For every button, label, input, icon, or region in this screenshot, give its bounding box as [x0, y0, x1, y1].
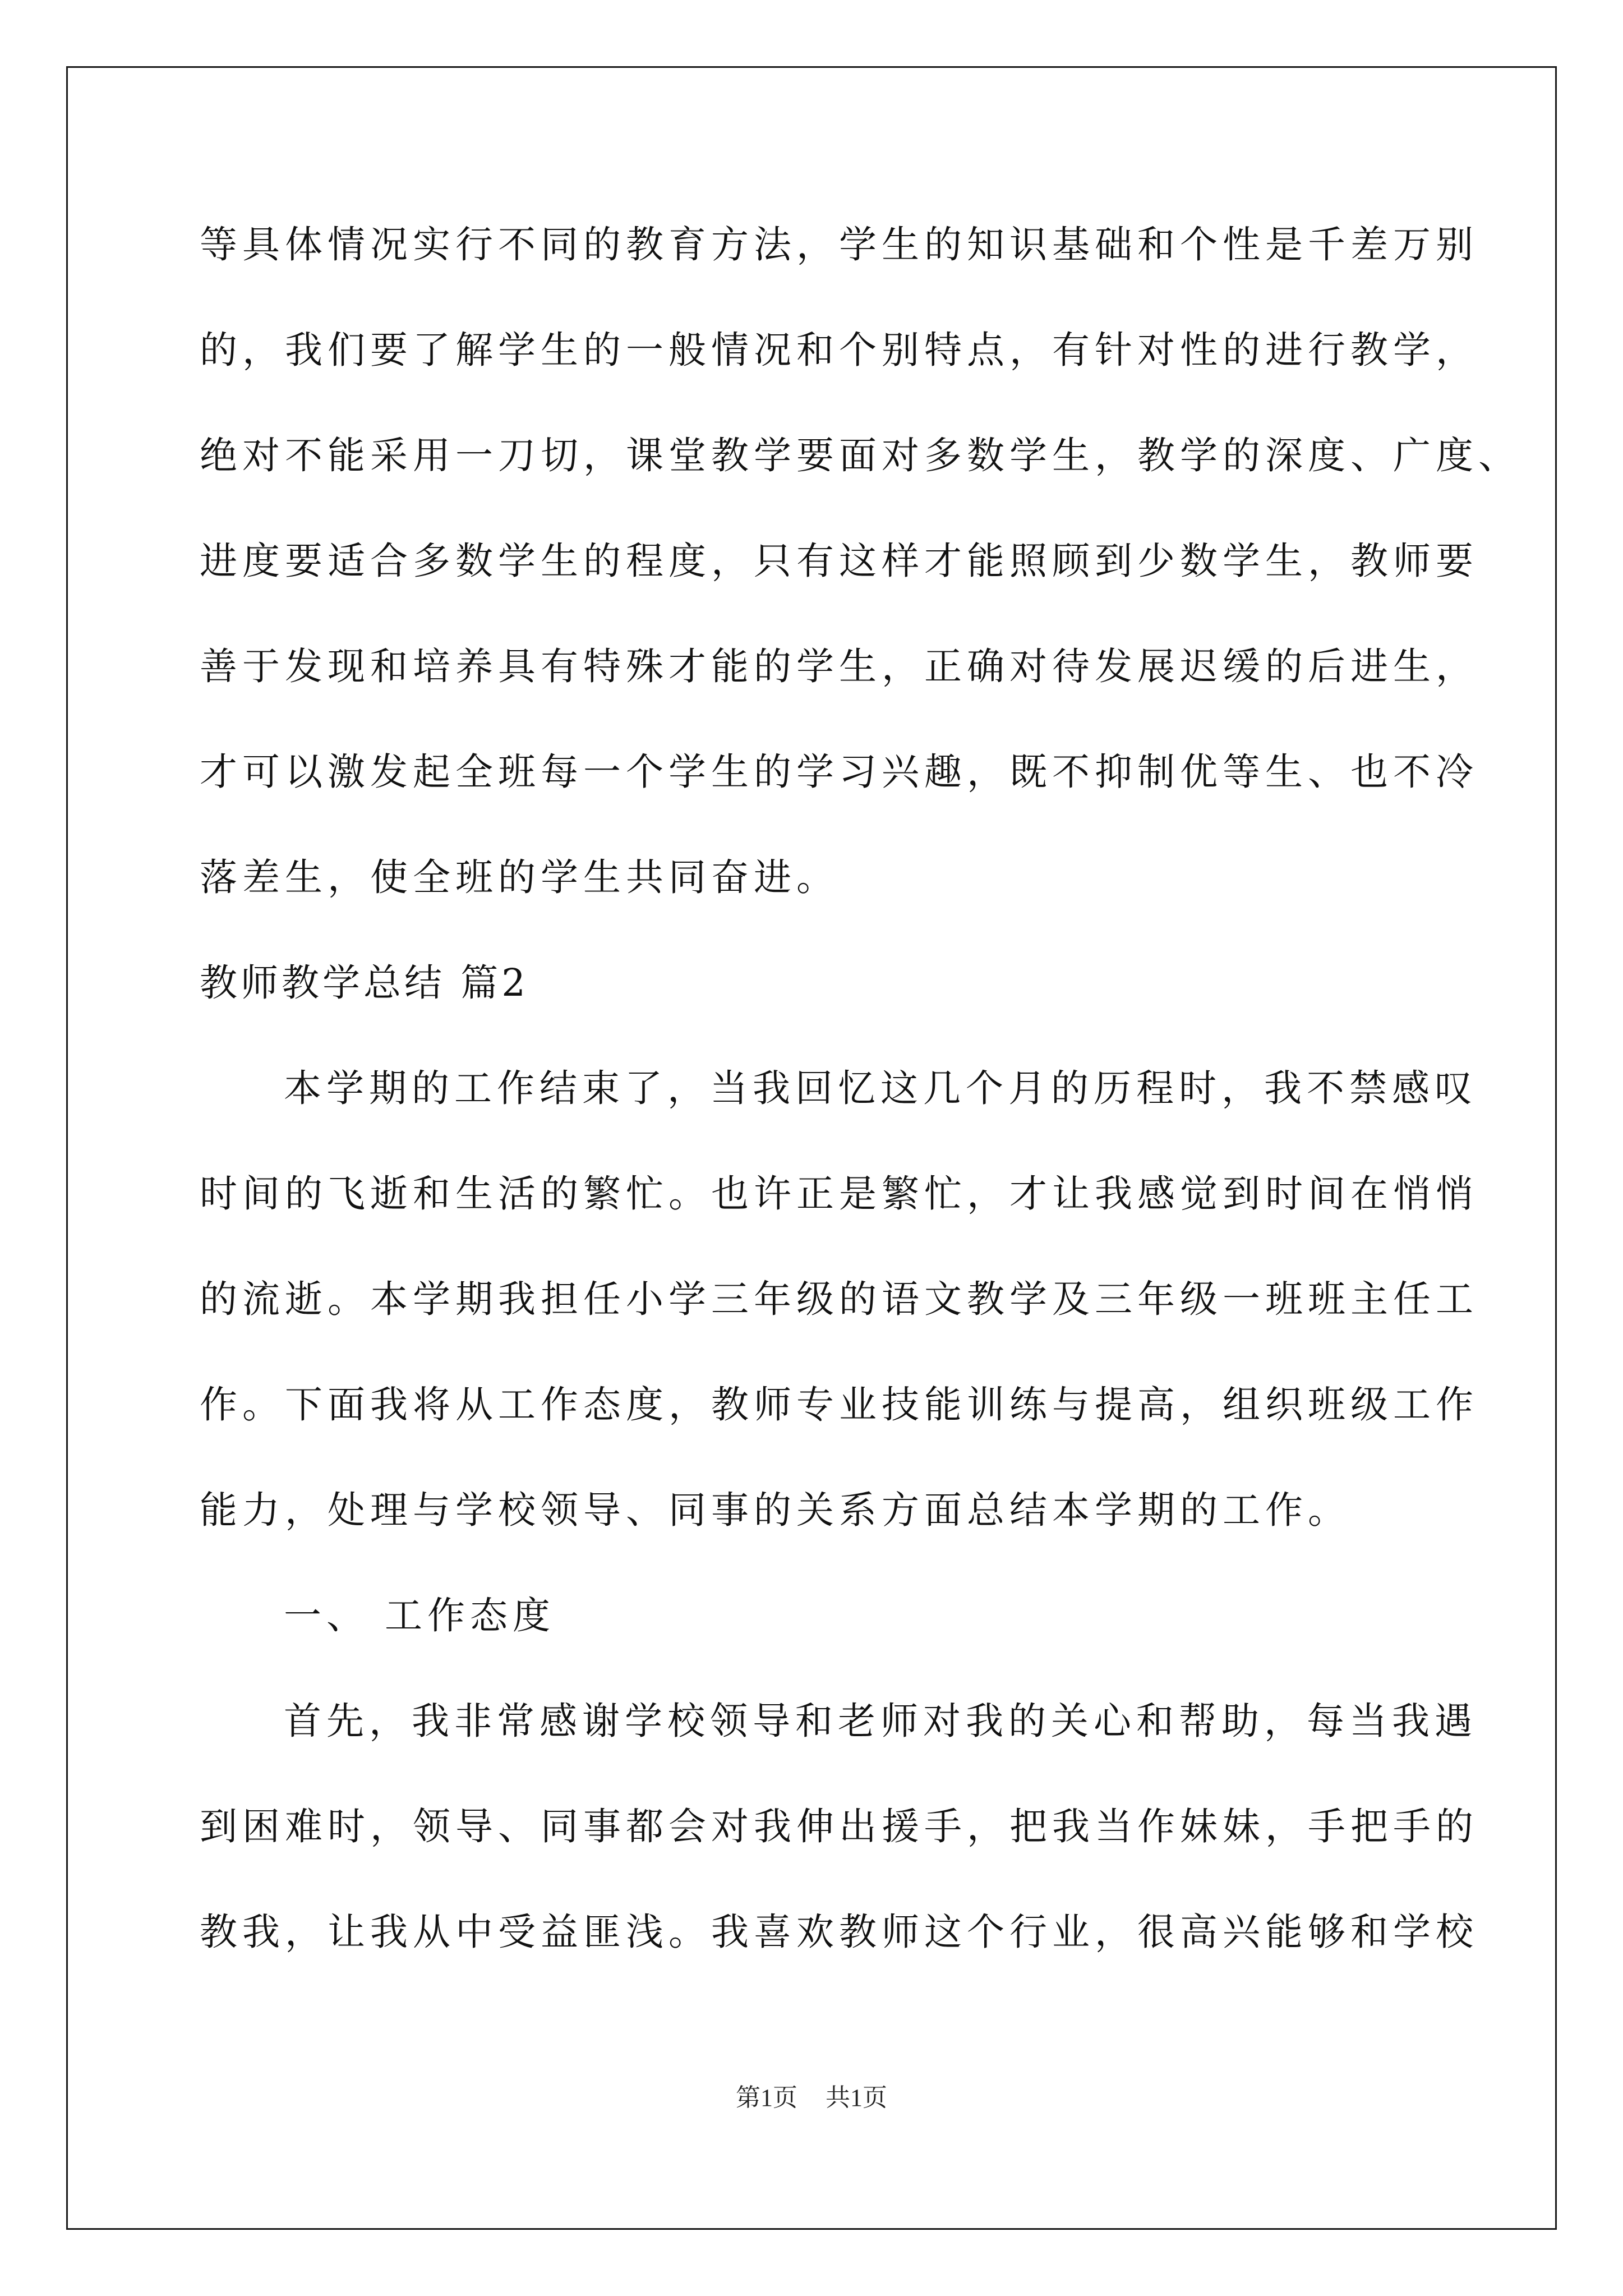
- page-border: [66, 66, 1557, 2230]
- page-total: 共1页: [826, 2084, 887, 2111]
- body-text-line: 作。下面我将从工作态度，教师专业技能训练与提高，组织班级工作: [200, 1383, 1478, 1427]
- section-heading: 教师教学总结 篇2: [200, 961, 529, 1005]
- body-text-line: 到困难时，领导、同事都会对我伸出援手，把我当作妹妹，手把手的: [200, 1805, 1478, 1848]
- body-text-line: 能力，处理与学校领导、同事的关系方面总结本学期的工作。: [200, 1488, 1350, 1532]
- body-text-line: 本学期的工作结束了，当我回忆这几个月的历程时，我不禁感叹: [284, 1066, 1477, 1110]
- subheading-number: 一、: [284, 1594, 369, 1637]
- page-number: 第1页: [736, 2084, 797, 2111]
- body-text-line: 首先，我非常感谢学校领导和老师对我的关心和帮助，每当我遇: [284, 1699, 1477, 1743]
- body-text-line: 才可以激发起全班每一个学生的学习兴趣，既不抑制优等生、也不冷: [200, 750, 1478, 794]
- body-text-line: 的流逝。本学期我担任小学三年级的语文教学及三年级一班班主任工: [200, 1277, 1478, 1321]
- subheading: [284, 1593, 555, 1638]
- body-text-line: 教我，让我从中受益匪浅。我喜欢教师这个行业，很高兴能够和学校: [200, 1910, 1478, 1954]
- subheading-text: 工作态度: [385, 1594, 555, 1637]
- body-text-line: 时间的飞逝和生活的繁忙。也许正是繁忙，才让我感觉到时间在悄悄: [200, 1172, 1478, 1216]
- body-text-line: 善于发现和培养具有特殊才能的学生，正确对待发展迟缓的后进生，: [200, 645, 1478, 688]
- body-text-line: 进度要适合多数学生的程度，只有这样才能照顾到少数学生，教师要: [200, 539, 1478, 583]
- body-text-line: 等具体情况实行不同的教育方法，学生的知识基础和个性是千差万别: [200, 223, 1478, 266]
- body-text-line: 落差生，使全班的学生共同奋进。: [200, 855, 839, 899]
- body-text-line: 的，我们要了解学生的一般情况和个别特点，有针对性的进行教学，: [200, 328, 1478, 372]
- body-text-line: 绝对不能采用一刀切，课堂教学要面对多数学生，教学的深度、广度、: [200, 434, 1521, 477]
- page-footer: [0, 2082, 1623, 2114]
